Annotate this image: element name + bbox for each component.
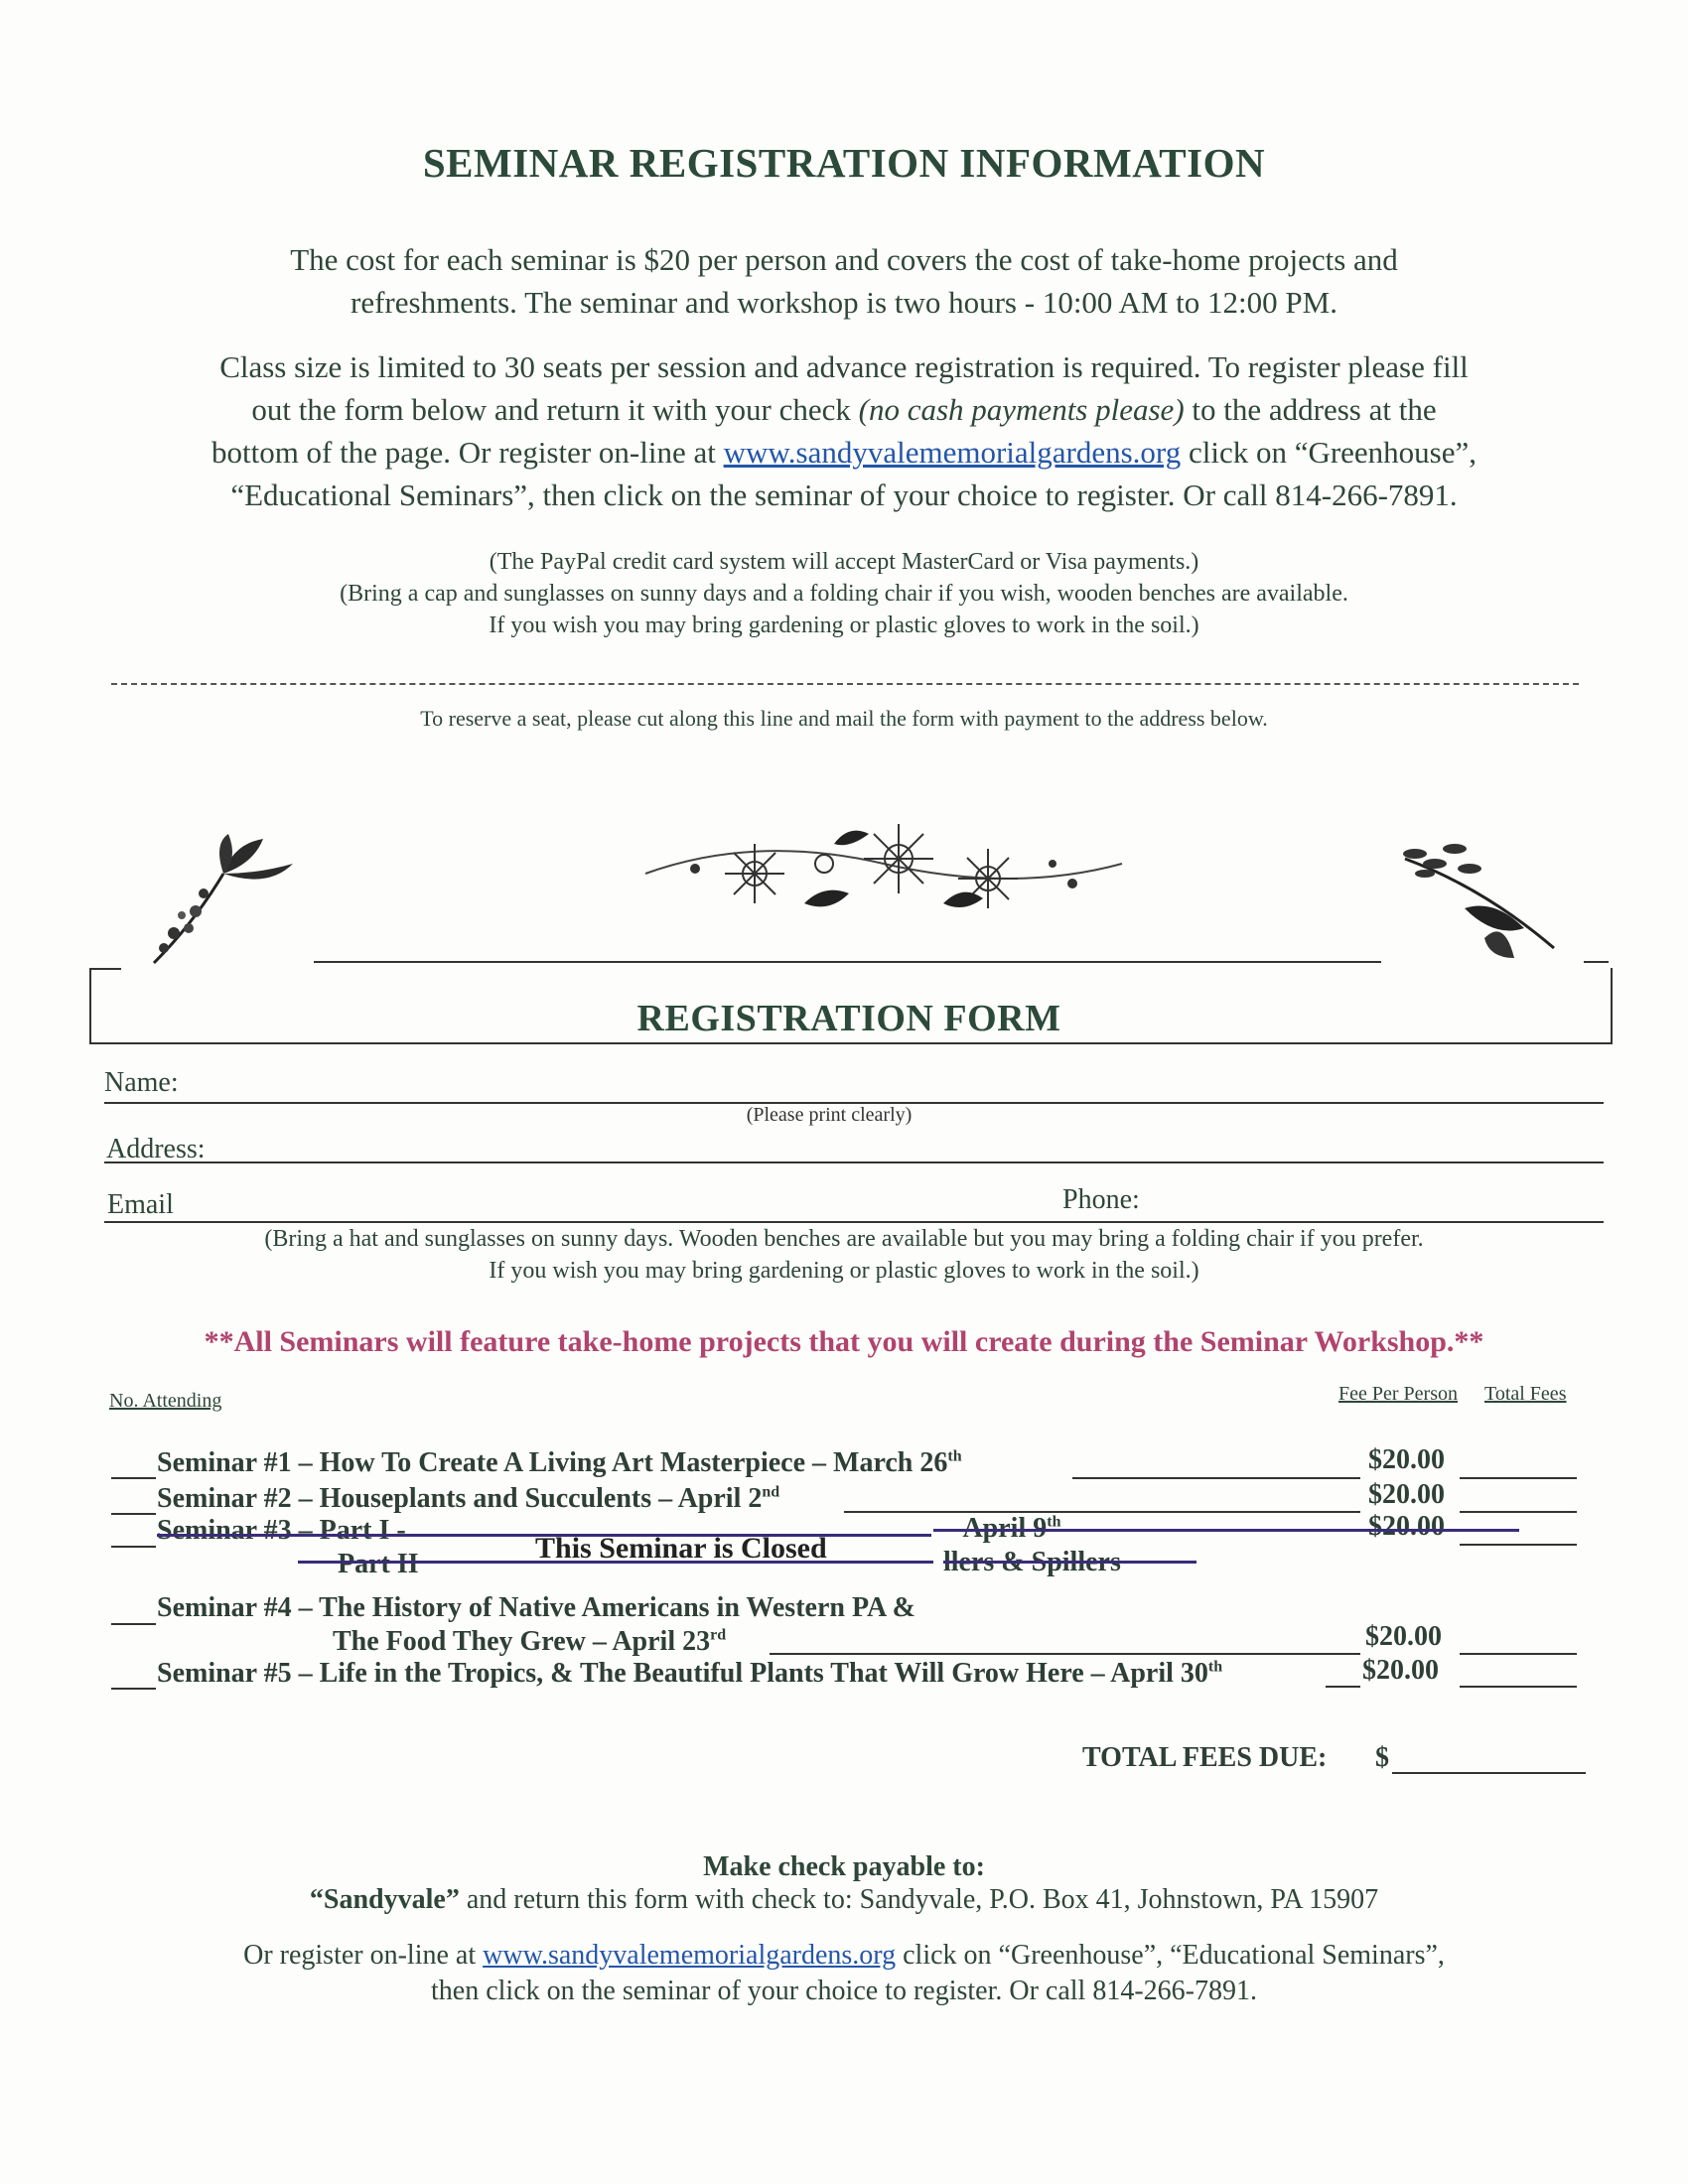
bring-hat-line-2: If you wish you may bring gardening or plastic gloves to work in the soil.) [489,1258,1199,1284]
reg-line-2 [0,388,1688,431]
seminar-2-label [157,1483,779,1515]
seminar-4-leader [770,1653,1360,1655]
seminar-3-date-text: – April 9 [943,1513,1048,1544]
flower-garland-icon [635,804,1132,943]
seminar-5-total-field[interactable] [1460,1686,1577,1688]
seminar-1-sup: th [947,1447,962,1465]
reg-line-2b: to the address at the [1184,392,1437,427]
seminar-3-fee: $20.00 [1368,1511,1445,1542]
frame-top-right [1584,961,1609,963]
seminar-3-strike-4 [943,1561,1196,1564]
email-label: Email [107,1189,174,1220]
seminar-3-total-field[interactable] [1460,1544,1577,1546]
frame-top-left [89,968,121,970]
col-total: Total Fees [1484,1383,1567,1405]
seminar-1-total-field[interactable] [1460,1477,1577,1479]
seminar-2-fee: $20.00 [1368,1479,1445,1510]
address-label: Address: [106,1134,206,1164]
seminar-4-label-line-2 [333,1626,726,1658]
payee: “Sandyvale” [309,1884,460,1915]
notes-block [0,546,1688,641]
footer-online-block [0,1938,1688,2009]
bring-hat-line-1: (Bring a hat and sunglasses on sunny days. Wooden benches are available but you may bring a folding chair if you prefer. [264,1226,1424,1252]
total-currency: $ [1375,1742,1389,1773]
seminar-5-fee: $20.00 [1362,1655,1439,1686]
frame-top-middle [314,961,1381,963]
seminar-2-sup: nd [762,1483,780,1501]
name-label: Name: [104,1067,179,1098]
page-title: SEMINAR REGISTRATION INFORMATION [422,140,1266,186]
bring-cap-note: (Bring a cap and sunglasses on sunny days and a folding chair if you wish, wooden benches are available. [340,581,1348,607]
seminar-4-sup: rd [710,1626,727,1644]
seminar-5-leader [1326,1686,1360,1688]
seminar-3-part1-label: Seminar #3 – Part I - [157,1515,406,1546]
reg-line-3a: bottom of the page. Or register on-line at [211,435,724,470]
form-title: REGISTRATION FORM [636,998,1061,1039]
seminar-4-label-line-1: Seminar #4 – The History of Native Americans in Western PA & [157,1592,915,1623]
leaf-branch-left-icon [134,834,303,973]
cost-line-2: refreshments. The seminar and workshop is two hours - 10:00 AM to 12:00 PM. [351,285,1337,320]
cut-line [111,683,1579,685]
seminar-3-strike-1 [157,1534,931,1537]
seminar-2-total-field[interactable] [1460,1511,1577,1513]
seminar-2-title: Seminar #2 – Houseplants and Succulents – April 2 [157,1483,763,1514]
seminar-1-fee: $20.00 [1368,1444,1445,1475]
seminar-closed-note: This Seminar is Closed [531,1532,831,1566]
seminar-5-sup: th [1207,1658,1223,1676]
seminar-4-title-2: The Food They Grew – April 23 [333,1626,711,1657]
seminar-3-attending-field[interactable] [111,1546,156,1548]
wheat-sprig-right-icon [1395,839,1574,968]
seminar-3-strike-3 [298,1561,933,1564]
feature-note: **All Seminars will feature take-home projects that you will create during the Seminar Workshop.** [204,1325,1484,1358]
address-field[interactable] [104,1161,1604,1163]
bring-hat-notes [0,1223,1688,1287]
footer-online-line-2: then click on the seminar of your choice to register. Or call 814-266-7891. [431,1976,1257,2006]
col-fee: Fee Per Person [1338,1383,1458,1405]
seminar-3-fillers-label: llers & Spillers [943,1547,1121,1577]
reg-line-1: Class size is limited to 30 seats per session and advance registration is required. To register please fill [219,349,1469,384]
seminar-2-leader [844,1511,1360,1513]
seminar-4-attending-field[interactable] [111,1623,156,1625]
seminar-4-total-field[interactable] [1460,1653,1577,1655]
reg-line-3 [0,431,1688,474]
return-address-text: and return this form with check to: Sandyvale, P.O. Box 41, Johnstown, PA 15907 [459,1884,1379,1915]
website-link[interactable]: www.sandyvalememorialgardens.org [723,435,1182,470]
registration-paragraph [0,345,1688,516]
reg-line-3b: click on “Greenhouse”, [1181,435,1477,470]
seminar-3-sup: th [1047,1513,1061,1531]
footer-online-b: click on “Greenhouse”, “Educational Seminars”, [896,1940,1445,1971]
footer-website-link[interactable]: www.sandyvalememorialgardens.org [483,1940,897,1971]
footer-online-line-1 [0,1938,1688,1974]
total-fees-field[interactable] [1392,1772,1586,1774]
cost-paragraph [0,238,1688,324]
payable-heading: Make check payable to: [703,1851,985,1882]
seminar-5-label [157,1658,1222,1690]
seminar-1-leader [1072,1477,1360,1479]
seminar-3-part2-label: Part II [338,1549,419,1579]
seminar-5-title: Seminar #5 – Life in the Tropics, & The Beautiful Plants That Will Grow Here – April 30 [157,1658,1208,1689]
seminar-1-attending-field[interactable] [111,1477,156,1479]
cost-line-1: The cost for each seminar is $20 per person and covers the cost of take-home projects and [290,242,1398,277]
mailing-address [0,1884,1688,1916]
seminar-4-fee: $20.00 [1365,1621,1442,1652]
no-cash-note: (no cash payments please) [858,392,1185,427]
gloves-note: If you wish you may bring gardening or plastic gloves to work in the soil.) [489,613,1199,638]
seminar-2-attending-field[interactable] [111,1513,156,1515]
seminar-1-label [157,1447,962,1479]
print-clearly-note: (Please print clearly) [746,1104,913,1126]
cut-note: To reserve a seat, please cut along this line and mail the form with payment to the address below. [420,706,1268,731]
seminar-3-strike-2 [933,1529,1519,1532]
col-attending: No. Attending [109,1390,222,1412]
reg-line-4: “Educational Seminars”, then click on the seminar of your choice to register. Or call 814-266-7891. [230,478,1458,512]
paypal-note: (The PayPal credit card system will accept MasterCard or Visa payments.) [489,549,1199,575]
reg-line-2a: out the form below and return it with your check [251,392,859,427]
phone-label: Phone: [1062,1184,1140,1215]
seminar-5-attending-field[interactable] [111,1688,156,1690]
seminar-1-title: Seminar #1 – How To Create A Living Art Masterpiece – March 26 [157,1447,948,1478]
footer-online-a: Or register on-line at [243,1940,484,1971]
total-fees-label: TOTAL FEES DUE: [1082,1742,1328,1773]
